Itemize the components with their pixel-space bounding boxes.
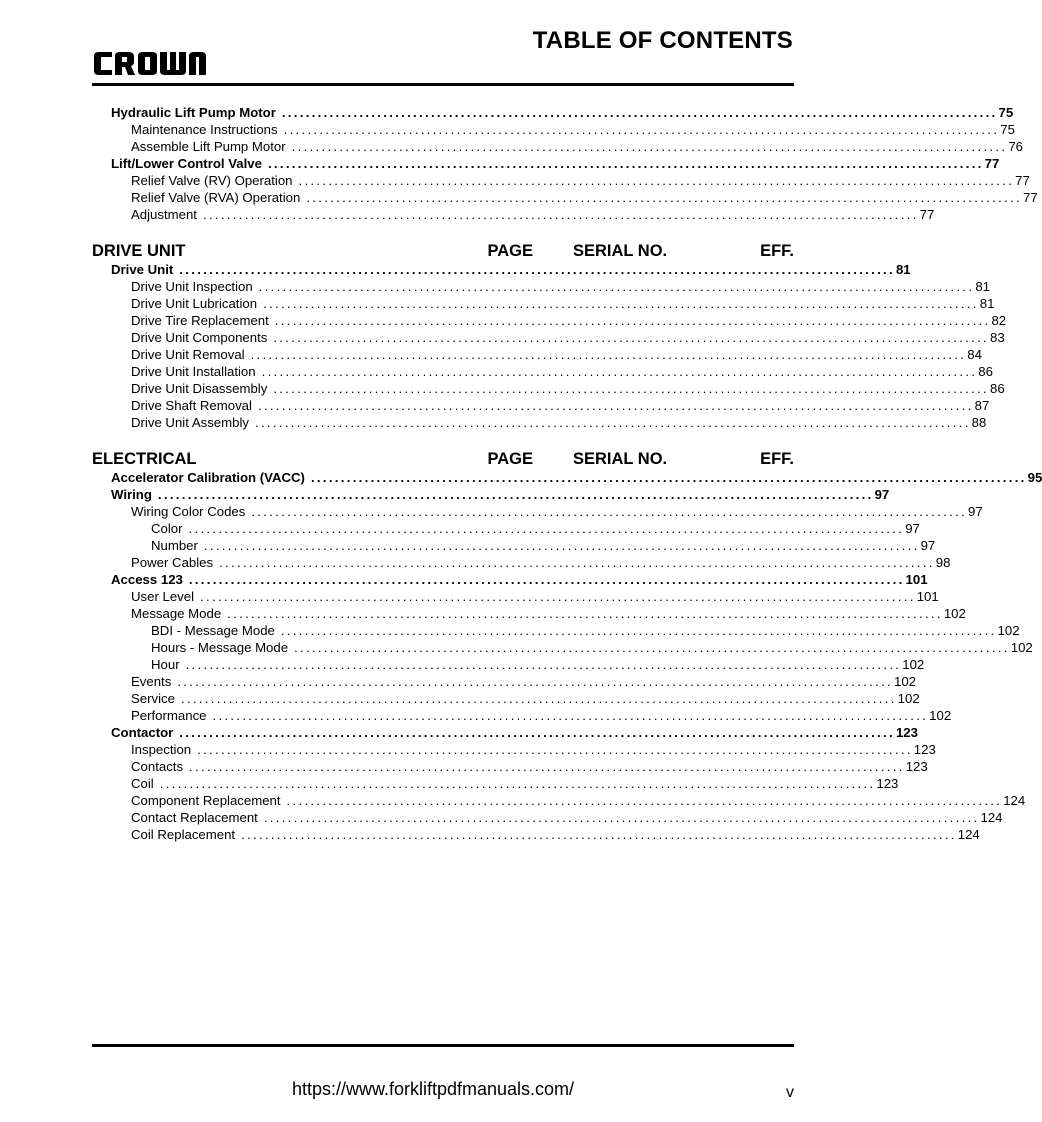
dot-leader: ........................................................................................................................ <box>241 827 957 842</box>
dot-leader: ........................................................................................................................ <box>273 330 989 345</box>
toc-entry[interactable] <box>92 138 1023 155</box>
toc-entry[interactable] <box>92 520 920 537</box>
dot-leader: ........................................................................................................................ <box>251 504 968 519</box>
dot-leader: ........................................................................................................................ <box>298 173 1015 188</box>
toc-entry-page: 83 <box>990 330 1005 345</box>
dot-leader: ........................................................................................................................ <box>189 759 905 774</box>
dot-leader: ........................................................................................................................ <box>310 470 1027 485</box>
toc-entry-page: 77 <box>1022 190 1038 205</box>
toc-entry-label: Hydraulic Lift Pump Motor <box>111 105 276 120</box>
dot-leader: ........................................................................................................................ <box>261 364 978 379</box>
eff-column-label: EFF. <box>760 450 794 468</box>
toc-entry[interactable] <box>92 826 980 843</box>
section-title: ELECTRICAL <box>92 450 197 468</box>
eff-column-label: EFF. <box>760 242 794 260</box>
toc-entry[interactable] <box>92 329 1005 346</box>
toc-entry[interactable] <box>92 809 1003 826</box>
section-header-drive-unit <box>92 242 794 261</box>
dot-leader: ........................................................................................................................ <box>267 156 984 171</box>
toc-entry-label: Drive Unit Lubrication <box>131 296 258 311</box>
footer-rule <box>92 1044 794 1047</box>
toc-entry-page: 123 <box>895 725 918 740</box>
toc-entry-page: 102 <box>929 708 952 723</box>
toc-entry-page: 102 <box>902 657 925 672</box>
dot-leader: ........................................................................................................................ <box>180 691 897 706</box>
toc-entry-page: 123 <box>905 759 928 774</box>
dot-leader: ........................................................................................................................ <box>188 572 905 587</box>
toc-entry-label: Drive Unit Installation <box>131 364 256 379</box>
toc-entry-label: Coil <box>131 776 154 791</box>
dot-leader: ........................................................................................................................ <box>255 415 971 430</box>
toc-entry[interactable] <box>92 588 939 605</box>
toc-entry[interactable] <box>92 605 966 622</box>
toc-entry-page: 88 <box>971 415 987 430</box>
toc-entry-label: Relief Valve (RVA) Operation <box>131 190 301 205</box>
toc-entry[interactable] <box>92 571 928 588</box>
toc-entry-label: Lift/Lower Control Valve <box>111 156 262 171</box>
dot-leader: ........................................................................................................................ <box>294 640 1010 655</box>
toc-entry-label: Access 123 <box>111 572 183 587</box>
toc-entry-label: Hour <box>151 657 180 672</box>
toc-entry-page: 87 <box>974 398 990 413</box>
toc-entry[interactable] <box>92 690 920 707</box>
toc-entry-page: 97 <box>920 538 936 553</box>
toc-entry[interactable] <box>92 741 936 758</box>
toc-entry-page: 102 <box>897 691 920 706</box>
toc-entry-page: 98 <box>935 555 951 570</box>
page-column-label: PAGE <box>487 450 533 468</box>
toc-entry-page: 84 <box>967 347 982 362</box>
toc-entry-page: 97 <box>968 504 983 519</box>
toc-entry[interactable] <box>92 503 983 520</box>
toc-entry[interactable] <box>92 206 935 223</box>
dot-leader: ........................................................................................................................ <box>203 538 920 553</box>
toc-entry-label: Service <box>131 691 175 706</box>
toc-entry[interactable] <box>92 295 995 312</box>
toc-entry[interactable] <box>92 554 951 571</box>
toc-entry-page: 97 <box>874 487 890 502</box>
toc-entry-label: Coil Replacement <box>131 827 236 842</box>
dot-leader: ........................................................................................................................ <box>197 742 913 757</box>
toc-entry-label: Accelerator Calibration (VACC) <box>111 470 305 485</box>
dot-leader: ........................................................................................................................ <box>179 262 895 277</box>
dot-leader: ........................................................................................................................ <box>202 207 919 222</box>
toc-entry[interactable] <box>92 758 928 775</box>
dot-leader: ........................................................................................................................ <box>257 398 974 413</box>
drive-unit-entry-list <box>92 261 1007 431</box>
dot-leader: ........................................................................................................................ <box>185 657 902 672</box>
toc-entry[interactable] <box>92 278 991 295</box>
toc-entry[interactable] <box>92 707 952 724</box>
toc-entry-label: Power Cables <box>131 555 214 570</box>
toc-entry[interactable] <box>92 104 1014 121</box>
toc-entry-page: 77 <box>984 156 1000 171</box>
toc-entry-page: 75 <box>998 105 1014 120</box>
crown-logo <box>92 50 208 83</box>
section-title: DRIVE UNIT <box>92 242 186 260</box>
serial-column-label: SERIAL NO. <box>573 450 668 468</box>
toc-entry-label: Drive Unit Disassembly <box>131 381 268 396</box>
toc-entry-label: Wiring <box>111 487 152 502</box>
toc-entry-label: Adjustment <box>131 207 197 222</box>
toc-entry-page: 124 <box>980 810 1003 825</box>
toc-entry-page: 81 <box>895 262 911 277</box>
toc-entry[interactable] <box>92 172 1030 189</box>
toc-entry[interactable] <box>92 622 1020 639</box>
toc-entry-label: Message Mode <box>131 606 222 621</box>
toc-entry[interactable] <box>92 673 917 690</box>
toc-entry-label: User Level <box>131 589 195 604</box>
dot-leader: ........................................................................................................................ <box>286 793 1003 808</box>
page-column-label: PAGE <box>487 242 533 260</box>
toc-entry-page: 101 <box>905 572 928 587</box>
toc-entry-page: 95 <box>1027 470 1042 485</box>
toc-entry-page: 124 <box>1003 793 1026 808</box>
toc-entry-label: Contactor <box>111 725 174 740</box>
toc-entry-label: Drive Unit Inspection <box>131 279 253 294</box>
toc-entry-page: 82 <box>991 313 1007 328</box>
toc-entry-label: Performance <box>131 708 207 723</box>
toc-entry-label: Drive Unit <box>111 262 174 277</box>
page-number: v <box>786 1084 794 1101</box>
toc-entry-label: Component Replacement <box>131 793 281 808</box>
toc-entry-page: 102 <box>997 623 1020 638</box>
dot-leader: ........................................................................................................................ <box>291 139 1008 154</box>
toc-entry[interactable] <box>92 724 918 741</box>
toc-entry-page: 81 <box>975 279 991 294</box>
dot-leader: ........................................................................................................................ <box>283 122 1000 137</box>
toc-entry-page: 101 <box>916 589 939 604</box>
toc-entry-page: 75 <box>1000 122 1015 137</box>
toc-entry-page: 77 <box>919 207 935 222</box>
toc-entry[interactable] <box>92 775 899 792</box>
dot-leader: ........................................................................................................................ <box>281 105 998 120</box>
toc-entry-page: 86 <box>978 364 993 379</box>
toc-entry-label: Relief Valve (RV) Operation <box>131 173 293 188</box>
dot-leader: ........................................................................................................................ <box>306 190 1022 205</box>
dot-leader: ........................................................................................................................ <box>258 279 975 294</box>
toc-entry[interactable] <box>92 121 1015 138</box>
toc-entry-label: Color <box>151 521 183 536</box>
dot-leader: ........................................................................................................................ <box>273 381 989 396</box>
toc-entry-page: 97 <box>905 521 920 536</box>
toc-entry-page: 102 <box>943 606 966 621</box>
electrical-entry-list <box>92 469 1042 843</box>
toc-entry[interactable] <box>92 656 925 673</box>
dot-leader: ........................................................................................................................ <box>227 606 943 621</box>
toc-entry[interactable] <box>92 261 911 278</box>
toc-entry-label: Drive Tire Replacement <box>131 313 269 328</box>
toc-entry-label: Events <box>131 674 172 689</box>
document-title: TABLE OF CONTENTS <box>532 27 793 54</box>
header-rule <box>92 83 794 86</box>
toc-entry-page: 102 <box>1010 640 1033 655</box>
toc-entry[interactable] <box>92 380 1005 397</box>
toc-entry[interactable] <box>92 363 993 380</box>
toc-entry[interactable] <box>92 639 1033 656</box>
toc-entry-label: Drive Unit Components <box>131 330 268 345</box>
serial-column-label: SERIAL NO. <box>573 242 668 260</box>
dot-leader: ........................................................................................................................ <box>159 776 876 791</box>
table-of-contents <box>92 104 1042 843</box>
dot-leader: ........................................................................................................................ <box>263 810 980 825</box>
dot-leader: ........................................................................................................................ <box>188 521 905 536</box>
toc-entry-page: 123 <box>913 742 936 757</box>
toc-entry-label: Assemble Lift Pump Motor <box>131 139 286 154</box>
dot-leader: ........................................................................................................................ <box>200 589 916 604</box>
toc-entry-label: Inspection <box>131 742 192 757</box>
toc-entry[interactable] <box>92 346 982 363</box>
dot-leader: ........................................................................................................................ <box>263 296 979 311</box>
toc-entry[interactable] <box>92 469 1042 486</box>
toc-entry-label: Contact Replacement <box>131 810 258 825</box>
toc-entry-label: Drive Unit Removal <box>131 347 245 362</box>
toc-entry-label: Drive Unit Assembly <box>131 415 249 430</box>
toc-entry-label: Maintenance Instructions <box>131 122 278 137</box>
toc-entry-label: Hours - Message Mode <box>151 640 289 655</box>
toc-entry-page: 81 <box>979 296 995 311</box>
toc-entry[interactable] <box>92 537 936 554</box>
toc-entry[interactable] <box>92 312 1007 329</box>
dot-leader: ........................................................................................................................ <box>250 347 967 362</box>
toc-entry-page: 124 <box>957 827 980 842</box>
toc-entry[interactable] <box>92 397 990 414</box>
toc-entry[interactable] <box>92 189 1038 206</box>
toc-entry-label: BDI - Message Mode <box>151 623 275 638</box>
section-header-electrical <box>92 450 794 469</box>
toc-entry-page: 102 <box>894 674 917 689</box>
dot-leader: ........................................................................................................................ <box>157 487 874 502</box>
toc-entry-label: Number <box>151 538 198 553</box>
top-entry-list <box>92 104 1038 223</box>
toc-entry-label: Contacts <box>131 759 184 774</box>
dot-leader: ........................................................................................................................ <box>219 555 935 570</box>
toc-entry-page: 77 <box>1015 173 1030 188</box>
toc-entry[interactable] <box>92 792 1026 809</box>
toc-entry-page: 123 <box>876 776 899 791</box>
toc-entry-page: 86 <box>989 381 1005 396</box>
toc-entry[interactable] <box>92 486 890 503</box>
dot-leader: ........................................................................................................................ <box>179 725 895 740</box>
dot-leader: ........................................................................................................................ <box>274 313 991 328</box>
toc-entry[interactable] <box>92 155 1000 172</box>
dot-leader: ........................................................................................................................ <box>212 708 929 723</box>
toc-entry-label: Wiring Color Codes <box>131 504 246 519</box>
footer-url: https://www.forkliftpdfmanuals.com/ <box>291 1079 575 1099</box>
dot-leader: ........................................................................................................................ <box>177 674 893 689</box>
toc-entry-page: 76 <box>1008 139 1023 154</box>
dot-leader: ........................................................................................................................ <box>280 623 997 638</box>
toc-entry-label: Drive Shaft Removal <box>131 398 252 413</box>
toc-entry[interactable] <box>92 414 987 431</box>
